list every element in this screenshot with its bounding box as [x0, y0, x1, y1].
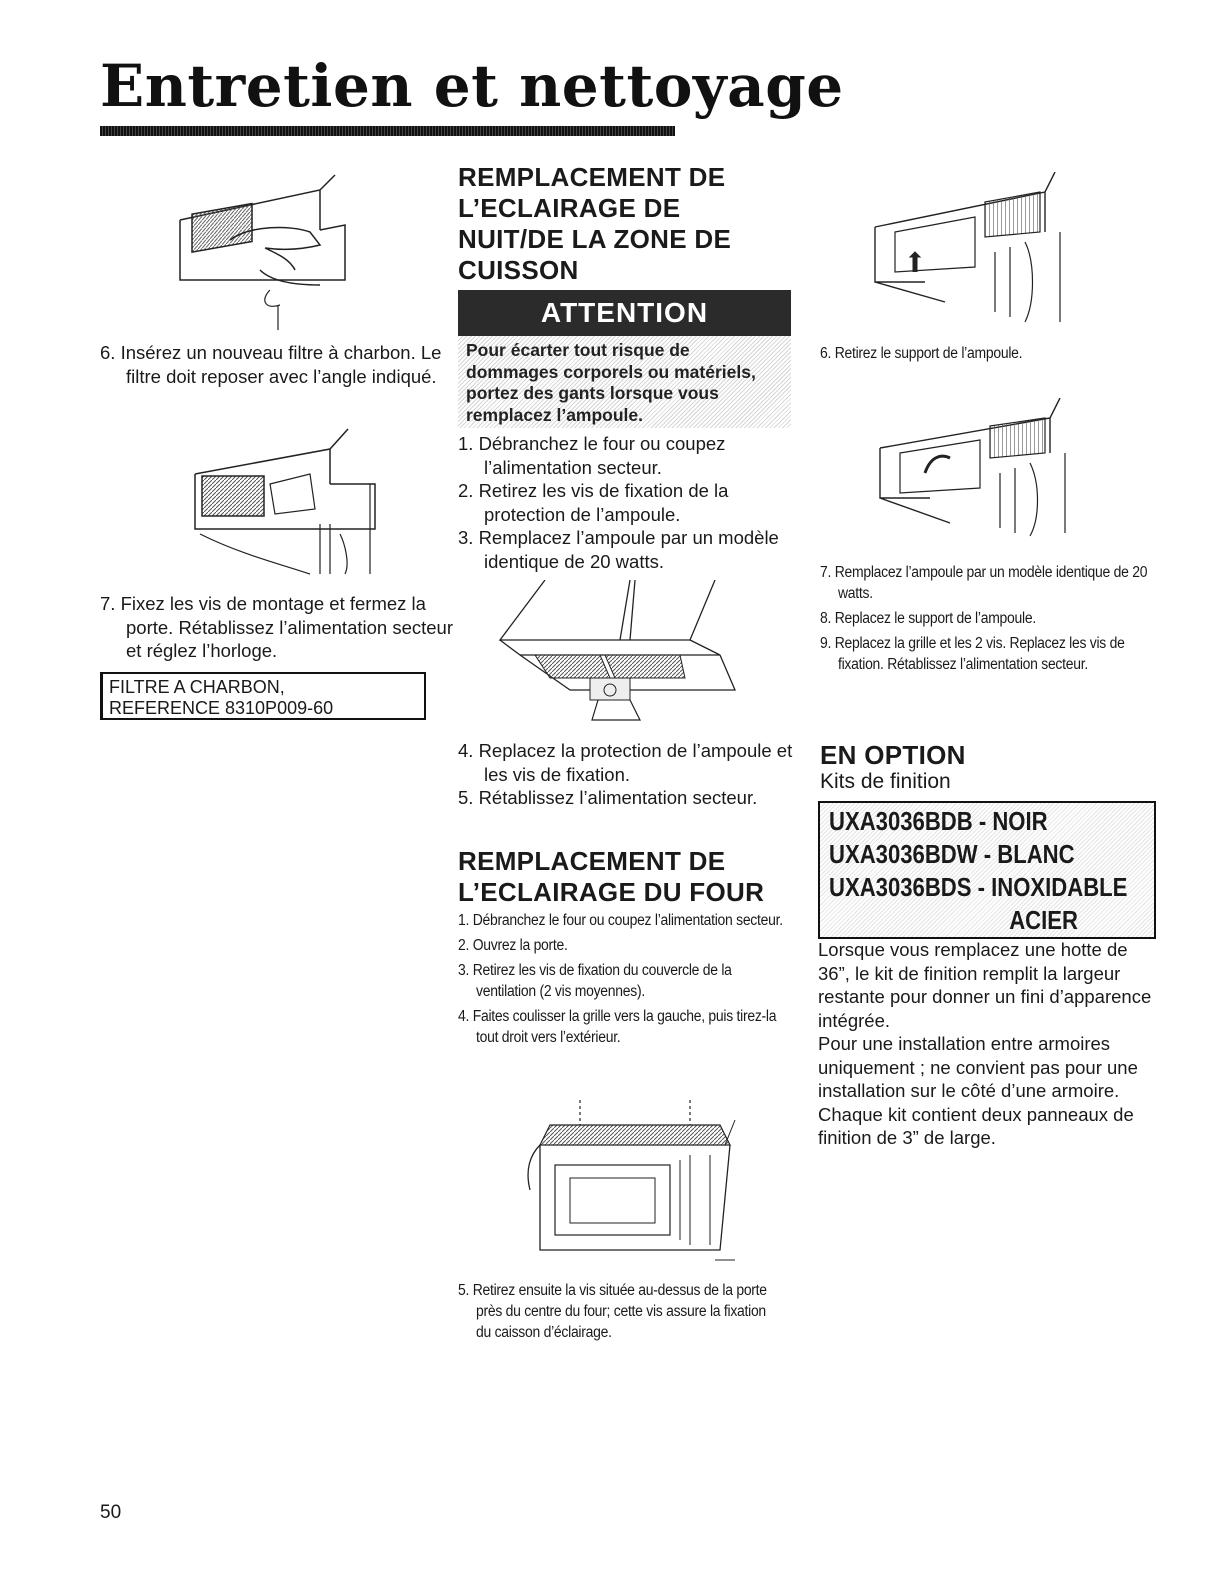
steps-night-light-a — [458, 432, 788, 573]
bulb-replace-illustration — [870, 398, 1080, 538]
right-step-6 — [820, 343, 1153, 368]
option-heading: EN OPTION — [820, 740, 966, 770]
list-item: 1. Débranchez le four ou coupez l’alimentation secteur. — [458, 433, 726, 478]
kit-item: UXA3036BDS - INOXIDABLE — [829, 872, 1128, 902]
list-item: 3. Remplacez l’ampoule par un modèle identique de 20 watts. — [458, 527, 779, 572]
step-6-text: 6. Insérez un nouveau filtre à charbon. Le filtre doit reposer avec l’angle indiqué. — [100, 342, 442, 387]
list-item: 1. Débranchez le four ou coupez l’alimentation secteur. — [458, 912, 783, 929]
list-item: 2. Retirez les vis de fixation de la protection de l’ampoule. — [458, 480, 729, 525]
filter-insert-illustration — [170, 170, 360, 330]
kit-item: ACIER — [1009, 905, 1078, 935]
bulb-support-illustration — [865, 172, 1075, 332]
filter-angle-illustration — [180, 424, 380, 584]
list-item: 3. Retirez les vis de fixation du couvercle de la ventilation (2 vis moyennes). — [458, 962, 732, 1000]
list-item: 6. Retirez le support de l’ampoule. — [820, 345, 1023, 362]
list-item: 5. Rétablissez l’alimentation secteur. — [458, 787, 758, 808]
kit-item: UXA3036BDW - BLANC — [829, 839, 1075, 869]
step-oven-5 — [458, 1280, 773, 1347]
right-steps — [820, 562, 1153, 679]
kit-item: UXA3036BDB - NOIR — [829, 806, 1048, 836]
light-cover-illustration — [480, 580, 750, 730]
oven-grille-illustration — [510, 1100, 740, 1270]
list-item: 7. Remplacez l’ampoule par un modèle identique de 20 watts. — [820, 564, 1148, 602]
kit-list — [829, 805, 1154, 937]
list-item: 8. Replacez le support de l’ampoule. — [820, 610, 1036, 627]
steps-night-light-b — [458, 739, 793, 810]
ref-line-2: REFERENCE 8310P009-60 — [109, 698, 334, 718]
option-para-2: Pour une installation entre armoires uniquement ; ne convient pas pour une installation sur le côté d’une armoire. — [818, 1033, 1138, 1101]
list-item: 5. Retirez ensuite la vis située au-dessus de la porte près du centre du four; cette vis assure la fixation du caisson d’éclairage. — [458, 1282, 767, 1341]
list-item: 2. Ouvrez la porte. — [458, 937, 568, 954]
filter-reference-box — [100, 672, 426, 720]
list-item: 4. Replacez la protection de l’ampoule et les vis de fixation. — [458, 740, 793, 785]
steps-oven-light — [458, 910, 791, 1052]
page-title: Entretien et nettoyage — [100, 52, 844, 120]
attention-text: Pour écarter tout risque de dommages corporels ou matériels, portez des gants lorsque vous remplacez l’ampoule. — [466, 340, 756, 425]
list-item: 4. Faites coulisser la grille vers la gauche, puis tirez-la tout droit vers l’extérieur. — [458, 1008, 777, 1046]
page-number: 50 — [100, 1502, 122, 1523]
attention-bar: ATTENTION — [458, 290, 791, 336]
option-para-3: Chaque kit contient deux panneaux de finition de 3” de large. — [818, 1103, 1134, 1148]
step-7-text: 7. Fixez les vis de montage et fermez la porte. Rétablissez l’alimentation secteur et réglez l’horloge. — [100, 593, 453, 661]
section-heading-night-light: REMPLACEMENT DE L’ECLAIRAGE DE NUIT/DE LA ZONE DE CUISSON — [458, 162, 732, 285]
option-description — [818, 938, 1158, 1150]
option-para-1: Lorsque vous remplacez une hotte de 36”, le kit de finition remplit la largeur restante pour donner un fini d’apparence intégrée. — [818, 939, 1152, 1031]
section-heading-oven-light: REMPLACEMENT DE L’ECLAIRAGE DU FOUR — [458, 846, 765, 907]
title-underline — [100, 126, 675, 136]
option-subheading: Kits de finition — [820, 770, 951, 793]
ref-line-1: FILTRE A CHARBON, — [109, 677, 285, 697]
list-item: 9. Replacez la grille et les 2 vis. Replacez les vis de fixation. Rétablissez l’alimentation secteur. — [820, 635, 1125, 673]
